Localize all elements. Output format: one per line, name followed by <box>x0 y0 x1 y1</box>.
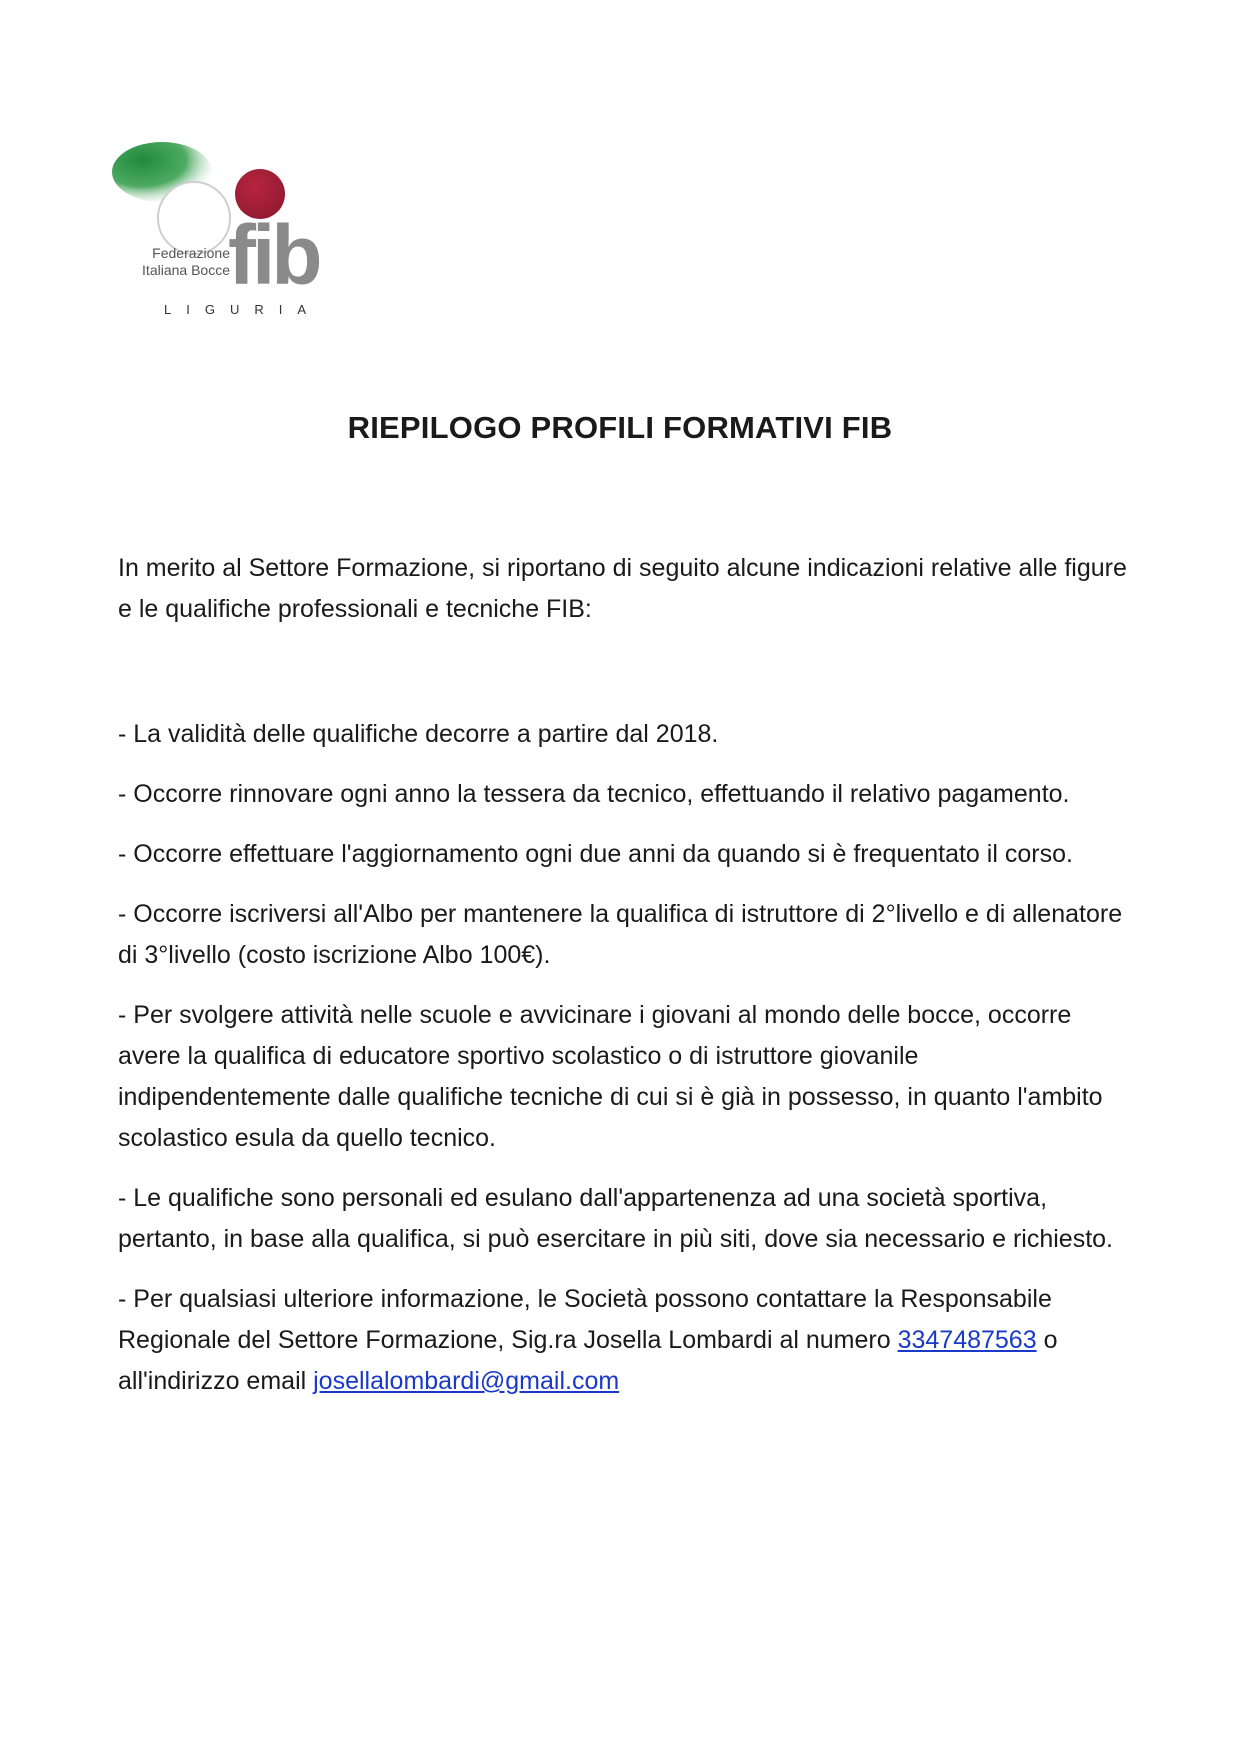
contact-paragraph <box>118 1279 1128 1402</box>
contact-text-before: - Per qualsiasi ulteriore informazione, le Società possono contattare la Responsabile Regionale del Settore Formazione, Sig.ra Josella Lombardi al numero <box>118 1285 1052 1354</box>
fib-logo-graphic <box>112 140 352 330</box>
list-item: - Le qualifiche sono personali ed esulano dall'appartenenza ad una società sportiva, pertanto, in base alla qualifica, si può esercitare in più siti, dove sia necessario e richiesto. <box>118 1184 1113 1253</box>
document-body <box>118 548 1128 1421</box>
contact-text-middle: o all'indirizzo email <box>118 1326 1058 1395</box>
page-title: RIEPILOGO PROFILI FORMATIVI FIB <box>347 410 893 445</box>
list-item: - La validità delle qualifiche decorre a partire dal 2018. <box>118 720 719 748</box>
logo-line-2: Italiana Bocce <box>142 262 230 278</box>
fib-liguria-logo <box>112 140 352 330</box>
email-link[interactable]: josellalombardi@gmail.com <box>313 1367 620 1395</box>
intro-paragraph: In merito al Settore Formazione, si riportano di seguito alcune indicazioni relative alle figure e le qualifiche professionali e tecniche FIB: <box>118 554 1127 623</box>
phone-link[interactable]: 3347487563 <box>897 1326 1037 1354</box>
white-ball-shape <box>158 182 230 254</box>
list-item: - Occorre iscriversi all'Albo per mantenere la qualifica di istruttore di 2°livello e di allenatore di 3°livello (costo iscrizione Albo 100€). <box>118 900 1123 969</box>
list-item: - Occorre effettuare l'aggiornamento ogni due anni da quando si è frequentato il corso. <box>118 840 1073 868</box>
logo-region: LIGURIA <box>164 302 322 317</box>
logo-line-1: Federazione <box>152 245 230 261</box>
list-item: - Per svolgere attività nelle scuole e avvicinare i giovani al mondo delle bocce, occorre avere la qualifica di educatore sportivo scolastico o di istruttore giovanile indipendentemente dalle qualifiche tecniche di cui si è già in possesso, in quanto l'ambito scolastico esula da quello tecnico. <box>118 1001 1103 1152</box>
logo-wordmark: fib <box>228 208 319 302</box>
list-item: - Occorre rinnovare ogni anno la tessera da tecnico, effettuando il relativo pagamento. <box>118 780 1070 808</box>
